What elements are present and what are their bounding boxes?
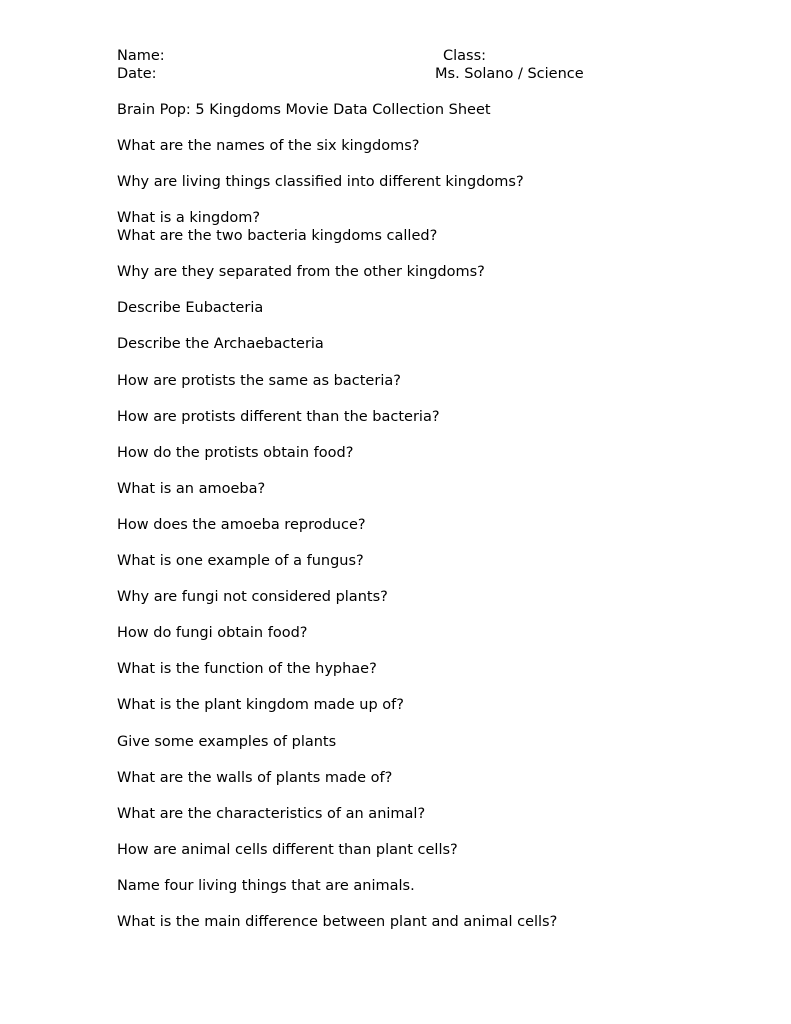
worksheet-title: Brain Pop: 5 Kingdoms Movie Data Collection Sheet bbox=[117, 102, 491, 118]
question-list bbox=[117, 137, 557, 949]
question-item: How are protists the same as bacteria? bbox=[117, 372, 401, 389]
question-item: What are the characteristics of an animal? bbox=[117, 805, 426, 822]
question-item: Describe the Archaebacteria bbox=[117, 336, 324, 353]
question-item: What is the plant kingdom made up of? bbox=[117, 697, 404, 714]
question-item: How are protists different than the bacteria? bbox=[117, 408, 440, 425]
question-item: Why are living things classified into different kingdoms? bbox=[117, 174, 524, 191]
question-item: Why are fungi not considered plants? bbox=[117, 589, 388, 606]
question-item: Name four living things that are animals. bbox=[117, 877, 415, 894]
question-item: How do the protists obtain food? bbox=[117, 444, 354, 461]
question-item: What is the main difference between plant and animal cells? bbox=[117, 913, 558, 930]
question-item: What are the names of the six kingdoms? bbox=[117, 138, 420, 154]
question-item: Describe Eubacteria bbox=[117, 300, 264, 317]
question-item: How are animal cells different than plant cells? bbox=[117, 841, 458, 858]
date-label: Date: bbox=[117, 66, 157, 82]
question-item: What are the two bacteria kingdoms called? bbox=[117, 228, 438, 245]
question-item: What is a kingdom? bbox=[117, 210, 261, 227]
question-item: What is the function of the hyphae? bbox=[117, 661, 377, 678]
question-item: What are the walls of plants made of? bbox=[117, 769, 393, 786]
question-item: Give some examples of plants bbox=[117, 733, 337, 750]
teacher-label: Ms. Solano / Science bbox=[435, 66, 584, 82]
header-left bbox=[117, 47, 165, 83]
question-item: How does the amoeba reproduce? bbox=[117, 516, 366, 533]
question-item: What is an amoeba? bbox=[117, 480, 266, 497]
question-item: How do fungi obtain food? bbox=[117, 625, 308, 642]
name-label: Name: bbox=[117, 48, 165, 64]
question-item: What is one example of a fungus? bbox=[117, 553, 364, 570]
class-label: Class: bbox=[443, 48, 487, 64]
question-item: Why are they separated from the other kingdoms? bbox=[117, 264, 485, 281]
